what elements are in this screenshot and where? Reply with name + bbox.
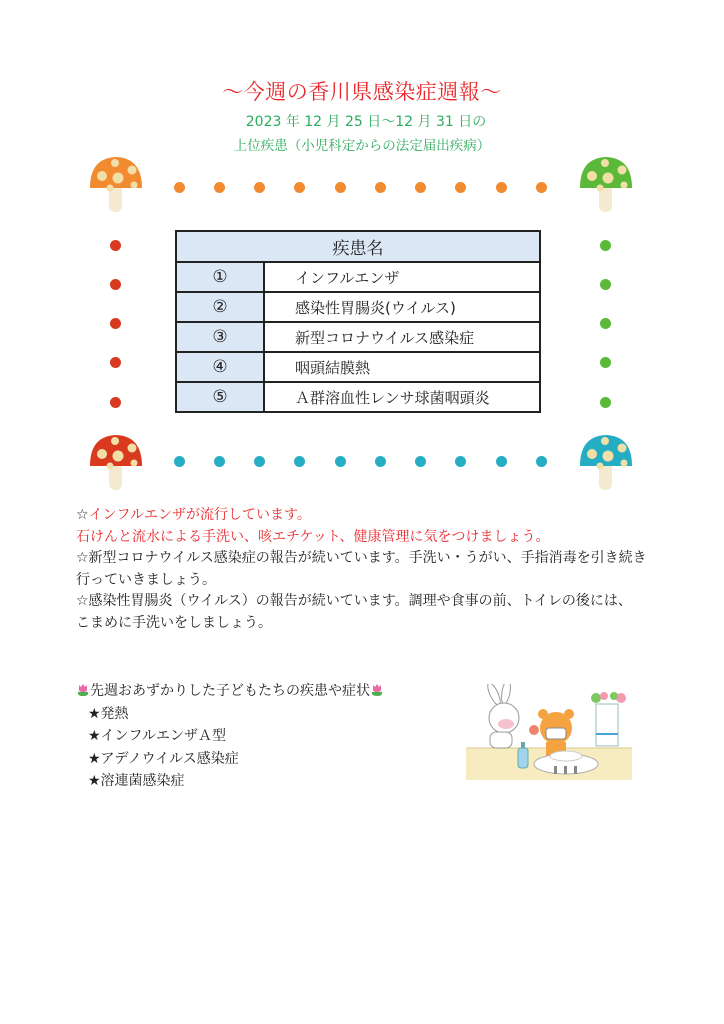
dot-icon bbox=[600, 397, 611, 408]
dot-icon bbox=[600, 357, 611, 368]
disease-name-cell: 咽頭結膜熱 bbox=[264, 352, 540, 382]
rank-cell: ① bbox=[176, 262, 264, 292]
handwashing-illustration bbox=[466, 684, 632, 780]
table-row bbox=[176, 292, 540, 322]
dot-icon bbox=[600, 240, 611, 251]
dot-icon bbox=[214, 182, 225, 193]
rank-cell: ⑤ bbox=[176, 382, 264, 412]
dot-icon bbox=[110, 240, 121, 251]
last-week-heading-text: 先週おあずかりした子どもたちの疾患や症状 bbox=[90, 683, 370, 699]
gastro-notice-line1: ☆感染性胃腸炎（ウイルス）の報告が続いています。調理や食事の前、トイレの後には、 bbox=[76, 593, 632, 609]
table-row bbox=[176, 352, 540, 382]
dot-icon bbox=[174, 182, 185, 193]
covid-notice-line2: 行っていきましょう。 bbox=[76, 571, 216, 588]
dot-icon bbox=[496, 182, 507, 193]
dot-icon bbox=[335, 456, 346, 467]
list-item: ★インフルエンザＡ型 bbox=[88, 728, 226, 744]
flu-notice-line1: インフルエンザが流行しています。 bbox=[88, 507, 311, 523]
tulip-icon bbox=[370, 683, 384, 697]
dot-icon bbox=[110, 318, 121, 329]
table-row bbox=[176, 262, 540, 292]
tulip-icon bbox=[76, 683, 90, 697]
dot-icon bbox=[294, 182, 305, 193]
list-item: ★アデノウイルス感染症 bbox=[88, 750, 239, 767]
dot-icon bbox=[110, 397, 121, 408]
mushroom-red-icon bbox=[88, 432, 144, 492]
table-header-row bbox=[176, 231, 540, 262]
disease-ranking-table bbox=[175, 230, 541, 413]
dot-icon bbox=[375, 456, 386, 467]
dot-icon bbox=[415, 456, 426, 467]
list-item: ★溶連菌感染症 bbox=[88, 773, 185, 789]
flu-notice-line2: 石けんと流水による手洗い、咳エチケット、健康管理に気をつけましょう。 bbox=[76, 528, 550, 545]
list-item: ★発熱 bbox=[88, 705, 129, 722]
rank-cell: ② bbox=[176, 292, 264, 322]
mushroom-teal-icon bbox=[578, 432, 634, 492]
dot-icon bbox=[455, 182, 466, 193]
rank-cell: ③ bbox=[176, 322, 264, 352]
dot-icon bbox=[254, 182, 265, 193]
dot-icon bbox=[600, 279, 611, 290]
last-week-heading bbox=[76, 680, 384, 703]
dot-icon bbox=[415, 182, 426, 193]
page-title: ～今週の香川県感染症週報～ bbox=[222, 80, 502, 104]
disease-name-cell: 新型コロナウイルス感染症 bbox=[264, 322, 540, 352]
table-row bbox=[176, 322, 540, 352]
dot-icon bbox=[174, 456, 185, 467]
date-range: 2023 年 12 月 25 日～12 月 31 日の bbox=[245, 114, 487, 130]
dot-icon bbox=[110, 357, 121, 368]
dot-icon bbox=[455, 456, 466, 467]
dot-icon bbox=[214, 456, 225, 467]
dot-icon bbox=[110, 279, 121, 290]
disease-name-cell: Ａ群溶血性レンサ球菌咽頭炎 bbox=[264, 382, 540, 412]
dot-icon bbox=[600, 318, 611, 329]
disease-name-cell: インフルエンザ bbox=[264, 262, 540, 292]
flu-notice bbox=[76, 505, 647, 634]
table-header: 疾患名 bbox=[176, 231, 540, 262]
dot-icon bbox=[335, 182, 346, 193]
rank-cell: ④ bbox=[176, 352, 264, 382]
disease-name-cell: 感染性胃腸炎(ウイルス) bbox=[264, 292, 540, 322]
dot-icon bbox=[375, 182, 386, 193]
dot-icon bbox=[294, 456, 305, 467]
subtitle: 上位疾患（小児科定からの法定届出疾病） bbox=[233, 138, 491, 154]
table-row bbox=[176, 382, 540, 412]
gastro-notice-line2: こまめに手洗いをしましょう。 bbox=[76, 614, 272, 631]
covid-notice-line1: ☆新型コロナウイルス感染症の報告が続いています。手洗い・うがい、手指消毒を引き続き bbox=[76, 550, 647, 566]
mushroom-orange-icon bbox=[88, 154, 144, 214]
mushroom-green-icon bbox=[578, 154, 634, 214]
dot-icon bbox=[254, 456, 265, 467]
dot-icon bbox=[536, 456, 547, 467]
dot-icon bbox=[536, 182, 547, 193]
star-outline-icon: ☆ bbox=[76, 507, 89, 523]
last-week-section bbox=[76, 680, 384, 793]
dot-icon bbox=[496, 456, 507, 467]
